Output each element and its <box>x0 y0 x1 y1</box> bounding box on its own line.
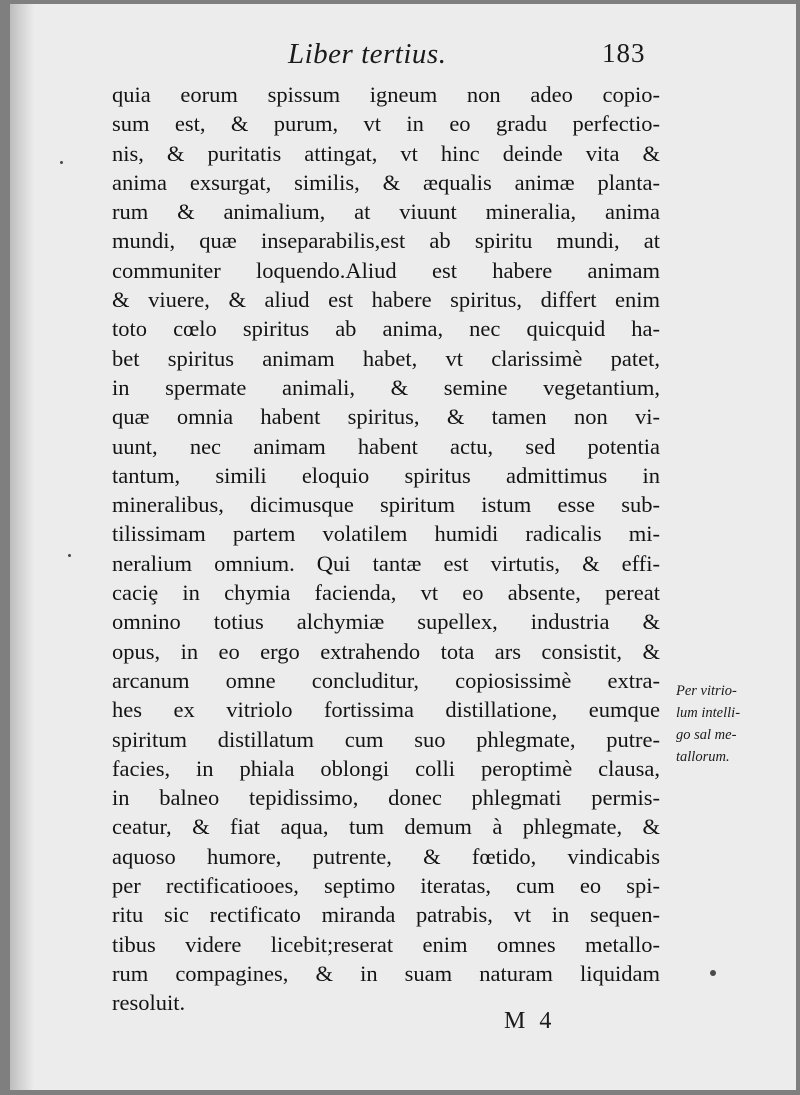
margin-note <box>676 680 796 768</box>
spine-shadow <box>10 4 34 1090</box>
ink-speck <box>710 970 716 976</box>
text-line: resoluit. <box>112 990 186 1016</box>
text-line: tilissimam partem volatilem humidi radicalis mi- <box>112 521 660 547</box>
running-head: Liber tertius. <box>288 38 447 70</box>
margin-note-line: go sal me- <box>676 727 737 743</box>
ink-speck <box>60 161 63 164</box>
page-number: 183 <box>602 38 646 68</box>
text-line: quia eorum spissum igneum non adeo copio- <box>112 82 660 107</box>
text-line: mundi, quæ inseparabilis,est ab spiritu mundi, at <box>112 228 660 254</box>
text-line: sum est, & purum, vt in eo gradu perfectio- <box>112 111 660 137</box>
book-page <box>10 4 796 1090</box>
text-line: tibus videre licebit;reserat enim omnes metallo- <box>112 931 660 957</box>
text-line: caciȩ in chymia facienda, vt eo absente, pereat <box>112 580 660 606</box>
text-line: aquoso humore, putrente, & fœtido, vindicabis <box>112 843 660 869</box>
margin-note-line: tallorum. <box>676 749 730 765</box>
margin-note-line: lum intelli- <box>676 705 741 721</box>
text-line: per rectificatiooes, septimo iteratas, cum eo spi- <box>112 873 660 899</box>
text-line: ceatur, & fiat aqua, tum demum à phlegmate, & <box>112 814 660 840</box>
ink-speck <box>68 554 71 557</box>
text-line: arcanum omne concluditur, copiosissimè extra- <box>112 667 660 693</box>
text-line: nis, & puritatis attingat, vt hinc deinde vita & <box>112 140 660 166</box>
signature-mark: M 4 <box>504 1008 556 1034</box>
text-line: omnino totius alchymiæ supellex, industria & <box>112 609 660 635</box>
text-line: & viuere, & aliud est habere spiritus, differt enim <box>112 287 660 313</box>
text-line: hes ex vitriolo fortissima distillatione, eumque <box>112 697 660 723</box>
text-line: quæ omnia habent spiritus, & tamen non vi- <box>112 404 660 430</box>
text-line: mineralibus, dicimusque spiritum istum esse sub- <box>112 492 660 518</box>
text-line: ritu sic rectificato miranda patrabis, vt in sequen- <box>112 902 660 928</box>
main-text-block <box>112 80 660 1018</box>
text-line: toto cœlo spiritus ab anima, nec quicquid ha- <box>112 316 660 342</box>
text-line: communiter loquendo.Aliud est habere animam <box>112 257 660 283</box>
margin-note-line: Per vitrio- <box>676 683 737 699</box>
text-line: in balneo tepidissimo, donec phlegmati permis- <box>112 785 660 811</box>
text-line: rum & animalium, at viuunt mineralia, anima <box>112 199 660 225</box>
text-line: opus, in eo ergo extrahendo tota ars consistit, & <box>112 638 660 664</box>
text-line: bet spiritus animam habet, vt clarissimè patet, <box>112 345 660 371</box>
text-line: neralium omnium. Qui tantæ est virtutis, & effi- <box>112 550 660 576</box>
text-line: uunt, nec animam habent actu, sed potentia <box>112 433 660 459</box>
text-line: spiritum distillatum cum suo phlegmate, putre- <box>112 726 660 752</box>
text-line: tantum, simili eloquio spiritus admittimus in <box>112 462 660 488</box>
text-line: facies, in phiala oblongi colli peroptimè clausa, <box>112 755 660 781</box>
text-line: rum compagines, & in suam naturam liquidam <box>112 960 660 986</box>
text-line: anima exsurgat, similis, & æqualis animæ planta- <box>112 169 660 195</box>
text-line: in spermate animali, & semine vegetantium, <box>112 374 660 400</box>
